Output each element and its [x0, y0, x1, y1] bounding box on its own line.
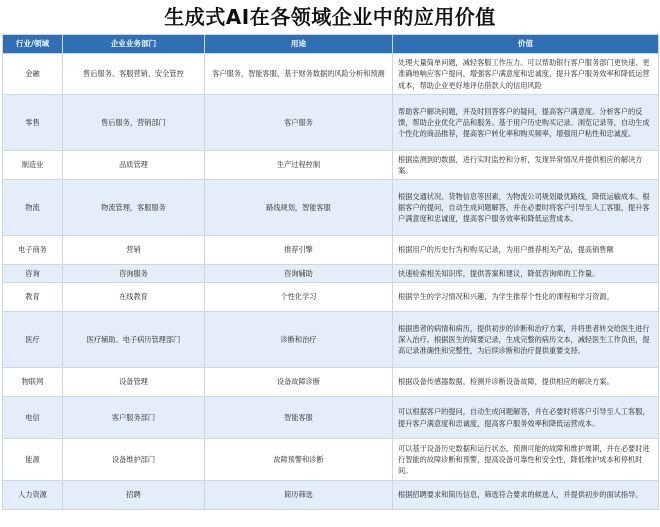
cell-dept: 物流管理，客服服务 — [63, 180, 205, 236]
header-value: 价值 — [393, 35, 659, 54]
cell-dept: 客户服务部门 — [63, 397, 205, 439]
cell-use: 智能客服 — [205, 397, 393, 439]
cell-use: 简历筛选 — [205, 481, 393, 510]
cell-industry: 能源 — [3, 439, 63, 481]
table-row — [3, 54, 659, 95]
table-header-row — [3, 35, 659, 54]
cell-value: 根据设备传感器数据，检测并诊断设备故障，提供相应的解决方案。 — [393, 368, 659, 397]
cell-use: 诊断和治疗 — [205, 312, 393, 368]
table-row — [3, 368, 659, 397]
cell-value: 根据招聘要求和简历信息，筛选符合要求的候选人，并提供初步的面试指导。 — [393, 481, 659, 510]
table-row — [3, 397, 659, 439]
cell-value: 可以基于设备历史数据和运行状态，预测可能的故障和维护周期，并在必要时进行智能的故障诊断和预警，提高设备可靠性和安全性，降低维护成本和停机时间。 — [393, 439, 659, 481]
cell-use: 客户服务，智能客服，基于财务数据的风险分析和预测 — [205, 54, 393, 95]
cell-value: 快速检索相关知识库，提供答案和建议，降低咨询师的工作量。 — [393, 265, 659, 283]
table-row — [3, 95, 659, 151]
cell-dept: 品质管理 — [63, 151, 205, 180]
cell-use: 推荐引擎 — [205, 236, 393, 265]
cell-use: 故障预警和诊断 — [205, 439, 393, 481]
cell-value: 根据用户的历史行为和购买记录，为用户推荐相关产品，提高销售额 — [393, 236, 659, 265]
cell-industry: 教育 — [3, 283, 63, 312]
header-dept: 企业业务部门 — [63, 35, 205, 54]
cell-value: 根据学生的学习情况和兴趣，为学生推荐个性化的课程和学习资源。 — [393, 283, 659, 312]
cell-value: 可以根据客户的提问，自动生成问题解答，并在必要时将客户引导至人工客服，提升客户满意度和忠诚度，提高客户服务效率和降低运营成本。 — [393, 397, 659, 439]
cell-use: 客户服务 — [205, 95, 393, 151]
cell-value: 帮助客户解决问题，并及时回答客户的疑问，提高客户满意度。分析客户的反馈，帮助企业优化产品和服务。基于用户历史购买记录、浏览记录等，自动生成个性化的商品推荐，提高客户转化率和购买频率，增强用户粘性和忠诚度。 — [393, 95, 659, 151]
cell-industry: 物联网 — [3, 368, 63, 397]
ai-value-table — [2, 34, 659, 510]
cell-value: 根据监测到的数据，进行实时监控和分析，发现异常情况并提供相应的解决方案。 — [393, 151, 659, 180]
table-row — [3, 265, 659, 283]
cell-industry: 电信 — [3, 397, 63, 439]
cell-value: 根据交通状况、货物信息等因素，为物流公司规划最优路线，降低运输成本。根据客户的提问，自动生成问题解答，并在必要时将客户引导至人工客服，提升客户满意度和忠诚度，提高客户服务效率和降低运营成本。 — [393, 180, 659, 236]
cell-dept: 设备维护部门 — [63, 439, 205, 481]
table-row — [3, 283, 659, 312]
table-row — [3, 151, 659, 180]
cell-industry: 制造业 — [3, 151, 63, 180]
cell-dept: 招聘 — [63, 481, 205, 510]
cell-use: 路线规划，智能客服 — [205, 180, 393, 236]
cell-dept: 营销 — [63, 236, 205, 265]
cell-industry: 零售 — [3, 95, 63, 151]
page-title: 生成式AI在各领域企业中的应用价值 — [164, 5, 496, 29]
cell-dept: 医疗辅助、电子病历管理部门 — [63, 312, 205, 368]
cell-use: 设备故障诊断 — [205, 368, 393, 397]
cell-industry: 物流 — [3, 180, 63, 236]
cell-use: 生产过程控制 — [205, 151, 393, 180]
cell-industry: 人力资源 — [3, 481, 63, 510]
cell-dept: 设备管理 — [63, 368, 205, 397]
table-row — [3, 312, 659, 368]
table-row — [3, 180, 659, 236]
cell-dept: 售后服务、客服营销、安全管控 — [63, 54, 205, 95]
cell-use: 个性化学习 — [205, 283, 393, 312]
table-row — [3, 236, 659, 265]
table-row — [3, 481, 659, 510]
cell-value: 处理大量简单问题，减轻客服工作压力。可以帮助银行客户服务部门更快速、更准确地响应客户提问，增强客户满意度和忠诚度，提升客户服务效率和降低运营成本，帮助企业更好地评估借款人的信用风险 — [393, 54, 659, 95]
cell-use: 咨询辅助 — [205, 265, 393, 283]
cell-industry: 咨询 — [3, 265, 63, 283]
header-use: 用途 — [205, 35, 393, 54]
cell-industry: 金融 — [3, 54, 63, 95]
cell-industry: 电子商务 — [3, 236, 63, 265]
cell-value: 根据患者的病情和病历，提供初步的诊断和治疗方案，并将患者转交给医生进行深入治疗。根据医生的简要记录，生成完整的病历文本，减轻医生工作负担，提高记录准确性和完整性，为后续诊断和治疗提供重要支持。 — [393, 312, 659, 368]
cell-industry: 医疗 — [3, 312, 63, 368]
table-row — [3, 439, 659, 481]
cell-dept: 在线教育 — [63, 283, 205, 312]
cell-dept: 售后服务，营销部门 — [63, 95, 205, 151]
cell-dept: 咨询服务 — [63, 265, 205, 283]
header-industry: 行业/领域 — [3, 35, 63, 54]
